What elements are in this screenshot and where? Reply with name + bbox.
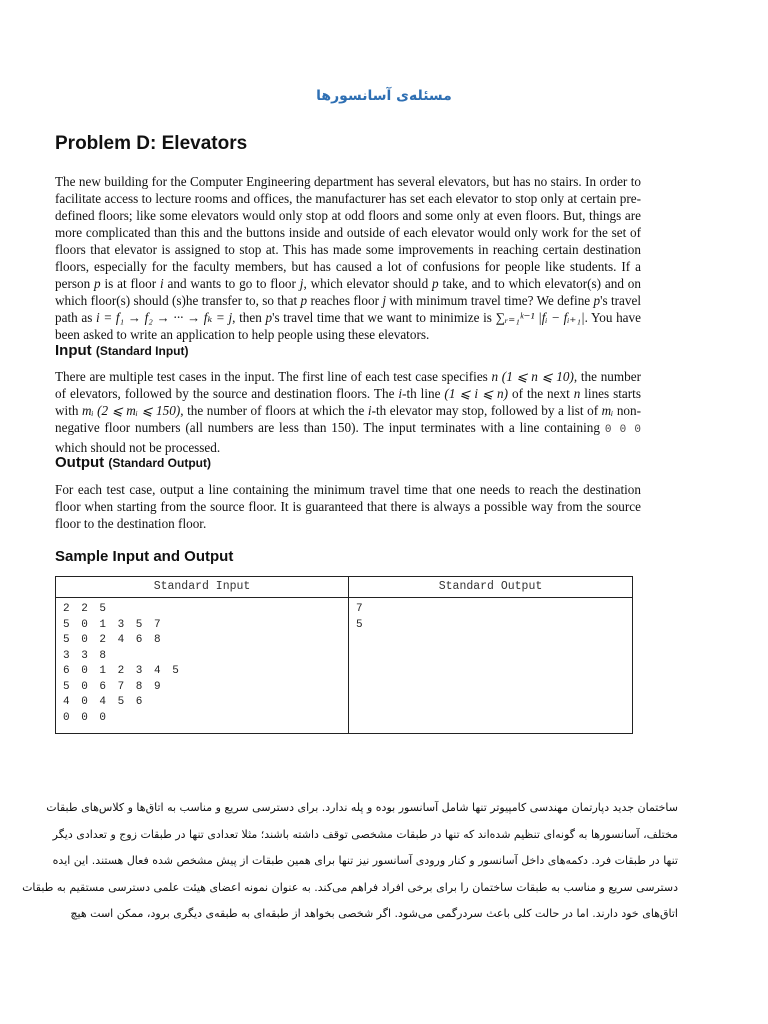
intro-text: , then <box>232 310 266 325</box>
sample-table <box>55 576 633 734</box>
intro-text: with minimum travel time? We define <box>386 293 594 308</box>
var-p: p <box>265 310 273 325</box>
intro-text: , which elevator should <box>303 276 433 291</box>
input-text: lines starts with <box>55 386 641 418</box>
output-paragraph: For each test case, output a line containing the minimum travel time that one needs to reach the destination floor when starting from the source floor. It is guaranteed that there is always a possible way from the source floor to the destination floor. <box>55 482 641 531</box>
persian-line: دسترسی سریع و مناسب به طبقات ساختمان را برای برخی افراد فراهم می‌کند. به عنوان نمونه اعضای هیئت علمی دسترسی مستقیم به طبقات <box>22 880 678 894</box>
persian-paragraph <box>22 795 678 928</box>
sample-input-line: 6 0 1 2 3 4 5 <box>63 665 182 677</box>
sample-output-line: 7 <box>356 603 366 615</box>
problem-title: Problem D: Elevators <box>55 133 248 154</box>
sample-output-line: 5 <box>356 618 366 631</box>
input-text: -th elevator may stop, followed by a list of <box>371 403 602 418</box>
sample-input-line: 5 0 2 4 6 8 <box>63 634 164 646</box>
persian-line: مختلف، آسانسورها به گونه‌ای تنظیم شده‌اند که تنها در طبقات مشخصی توقف داشته باشند؛ مثلا تعدادی تنها در طبقات زوج و تعدادی دیگر <box>52 827 678 841</box>
sample-input-line: 4 0 4 5 6 <box>63 696 145 708</box>
mi-range: mᵢ (2 ⩽ mᵢ ⩽ 150) <box>82 403 181 418</box>
input-heading-title: Input <box>55 342 92 359</box>
standard-input-header: Standard Input <box>56 577 348 598</box>
sample-output-column <box>349 577 632 733</box>
sample-input-lines <box>56 598 348 726</box>
sample-heading: Sample Input and Output <box>55 548 234 565</box>
var-j: j <box>299 276 304 291</box>
var-p: p <box>94 276 101 291</box>
intro-text: The new building for the Computer Engineering department has several elevators, but has no stairs. In order to facilitate access to lecture rooms and offices, the manufacturer has set each elevator to stop only at certain pre-defined floors; like some elevators would only stop at odd floors and some only at even floors. But, things are more complicated than this and the buttons inside and outside of each elevator would only work for the set of floors that elevator is assigned to stop at. This has made some improvements in reaching certain destination floors, especially for the faculty members, but has caused a lot of confusions for people like students. If a person <box>55 174 641 291</box>
intro-text: reaches floor <box>307 293 383 308</box>
intro-text: take, and to which elevator(s) and on which floor(s) should (s)he transfer to, so that <box>55 276 641 308</box>
intro-text: 's travel time that we want to minimize is <box>272 310 496 325</box>
var-mi: mᵢ <box>601 403 614 418</box>
sample-input-line: 3 3 8 <box>63 649 109 662</box>
output-heading <box>55 454 211 471</box>
zero-line-code: 0 0 0 <box>604 424 641 436</box>
output-heading-sub: (Standard Output) <box>108 456 211 470</box>
standard-output-header: Standard Output <box>349 577 632 598</box>
input-text: , the number of elevators, followed by the source and destination floors. The <box>55 369 641 401</box>
intro-text: and wants to go to floor <box>163 276 300 291</box>
sample-input-line: 5 0 1 3 5 7 <box>63 618 164 631</box>
n-range: n (1 ⩽ n ⩽ 10) <box>491 369 574 384</box>
persian-line: اتاق‌های خود دارند. اما در حالت کلی باعث سردرگمی می‌شود. اگر شخصی بخواهد از طبقه‌ای به طبقه‌ی دیگری برود، ممکن است هیچ <box>70 907 678 920</box>
input-text: , the number of floors at which the <box>180 403 368 418</box>
var-i: i <box>367 403 372 418</box>
var-p: p <box>432 276 439 291</box>
intro-text: 's travel path as <box>55 293 642 325</box>
sample-output-lines <box>349 598 632 633</box>
input-text: which should not be processed. <box>55 440 221 455</box>
var-i: i <box>159 276 164 291</box>
var-i: i <box>398 386 403 401</box>
input-paragraph <box>55 368 641 456</box>
sample-input-line: 0 0 0 <box>63 711 109 724</box>
sample-input-line: 2 2 5 <box>63 603 109 615</box>
var-p: p <box>300 293 308 308</box>
persian-line: ساختمان جدید دپارتمان مهندسی کامپیوتر تنها شامل آسانسور بوده و پله ندارد. برای دسترسی سریع و مناسب به اتاق‌ها و کلاس‌های طبقات <box>46 801 678 814</box>
var-j: j <box>382 293 387 308</box>
var-p: p <box>593 293 601 308</box>
var-n: n <box>573 386 581 401</box>
output-heading-title: Output <box>55 454 105 471</box>
intro-paragraph <box>55 173 641 343</box>
sample-input-line: 5 0 6 7 8 9 <box>63 680 164 693</box>
input-heading <box>55 342 188 359</box>
i-range: (1 ⩽ i ⩽ n) <box>444 386 509 401</box>
input-heading-sub: (Standard Input) <box>95 344 189 358</box>
sample-input-column <box>56 577 349 733</box>
input-text: non-negative floor numbers (all numbers are less than 150). The input terminates with a line containing <box>55 403 641 435</box>
path-formula: i = f₁ → f₂ → ··· → fₖ = j <box>96 310 233 325</box>
sum-formula: ∑ᵣ₌₁ᵏ⁻¹ |fᵢ − fᵢ₊₁| <box>495 310 585 325</box>
persian-title: مسئله‌ی آسانسورها <box>316 88 452 104</box>
intro-text: is at floor <box>100 276 160 291</box>
input-text: of the next <box>508 386 574 401</box>
input-text: There are multiple test cases in the input. The first line of each test case specifies <box>55 369 492 384</box>
input-text: -th line <box>402 386 445 401</box>
intro-text: . You have been asked to write an application to help people using these elevators. <box>55 310 641 342</box>
persian-line: تنها در طبقات فرد. دکمه‌های داخل آسانسور و کنار ورودی آسانسور نیز تنها برای همین طبقات از پیش مشخص شده فعال هستند. این ایده <box>52 854 678 867</box>
